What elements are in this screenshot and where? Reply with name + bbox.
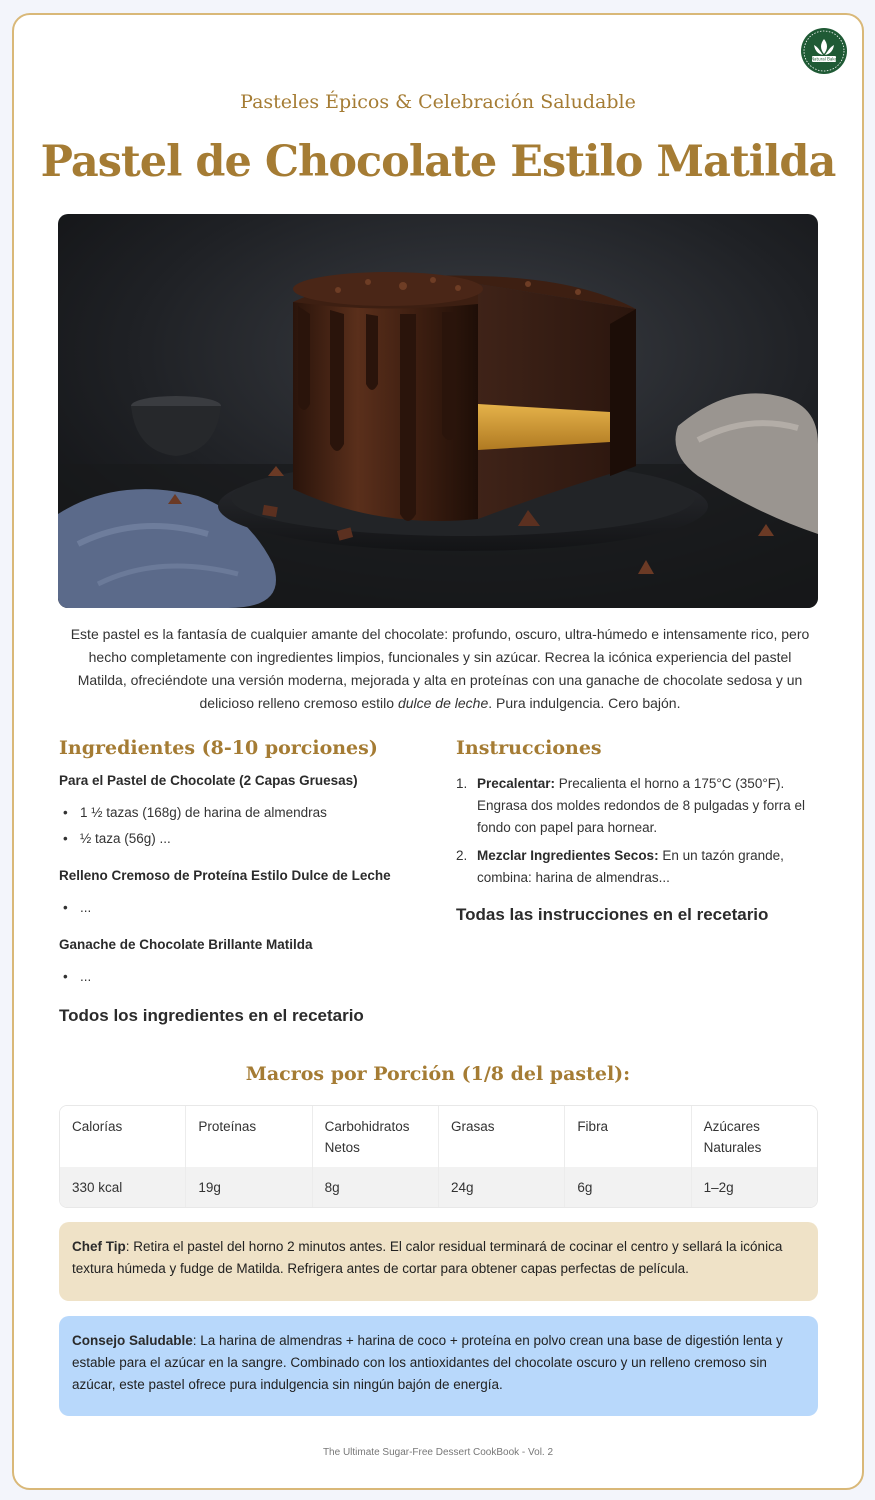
chef-tip-label: Chef Tip: [72, 1239, 126, 1254]
intro-text: Este pastel es la fantasía de cualquier amante del chocolate: profundo, oscuro, ultra-húmedo e intensamente rico, pero hecho completamente con ingredientes limpios, funcionales y sin azúcar. Recrea la icónica experiencia del pastel Matilda, ofreciéndote una versión moderna, mejorada y alta en proteínas con una ganache de chocolate sedosa y un delicioso relleno cremoso estilo: [70, 626, 810, 711]
step-number: 2.: [456, 848, 468, 863]
ingredient-group-title: Ganache de Chocolate Brillante Matilda: [59, 937, 313, 952]
step-item: [456, 773, 826, 839]
ingredient-list: [59, 895, 429, 921]
ingredient-group-title: Relleno Cremoso de Proteína Estilo Dulce de Leche: [59, 868, 391, 883]
all-instructions-link: Todas las instrucciones en el recetario: [456, 905, 769, 924]
macros-value-cell: 1–2g: [692, 1167, 817, 1207]
macros-heading: Macros por Porción (1/8 del pastel):: [245, 1063, 631, 1085]
health-tip-label: Consejo Saludable: [72, 1333, 193, 1348]
chef-tip-text: : Retira el pastel del horno 2 minutos antes. El calor residual terminará de cocinar el centro y sellará la icónica textura húmeda y fudge de Matilda. Refrigera antes de cortar para obtener capas perfectas de película.: [72, 1239, 783, 1276]
macros-value-cell: 19g: [186, 1167, 312, 1207]
step-text: Precalienta el horno a 175°C (350°F). Engrasa dos moldes redondos de 8 pulgadas y forra el fondo con papel para hornear.: [477, 776, 805, 835]
step-item: [456, 845, 826, 889]
intro-italic: dulce de leche: [397, 695, 489, 711]
steps-list: [456, 773, 826, 889]
all-ingredients-link: Todos los ingredientes en el recetario: [59, 1006, 364, 1025]
list-item: • 1 ½ tazas (168g) de harina de almendras: [59, 800, 429, 826]
macros-value-cell: 6g: [565, 1167, 691, 1207]
macros-value-cell: 24g: [439, 1167, 565, 1207]
cake-photo: [58, 214, 818, 608]
chef-tip-box: [59, 1222, 818, 1301]
macros-value-row: [60, 1167, 817, 1207]
macros-header-cell: Azúcares Naturales: [692, 1106, 817, 1167]
recipe-page: [12, 13, 864, 1490]
ingredient-list: [59, 800, 429, 852]
step-label: Mezclar Ingredientes Secos:: [477, 848, 659, 863]
macros-value-cell: 330 kcal: [60, 1167, 186, 1207]
ingredients-section: [59, 737, 429, 1026]
macros-header-cell: Carbohidratos Netos: [313, 1106, 439, 1167]
instructions-section: [456, 737, 826, 925]
list-item: • ½ taza (56g) ...: [59, 826, 429, 852]
health-tip-box: [59, 1316, 818, 1416]
step-label: Precalentar:: [477, 776, 556, 791]
page-subtitle: Pasteles Épicos & Celebración Saludable: [240, 91, 636, 113]
health-tip-text: : La harina de almendras + harina de coco + proteína en polvo crean una base de digestión lenta y estable para el azúcar en la sangre. Combinado con los antioxidantes del chocolate oscuro y un relleno cremoso sin azúcar, este pastel ofrece pura indulgencia sin ningún bajón de energía.: [72, 1333, 783, 1392]
macros-header-cell: Proteínas: [186, 1106, 312, 1167]
ingredient-group-title: Para el Pastel de Chocolate (2 Capas Gruesas): [59, 773, 358, 788]
list-item: • ...: [59, 895, 429, 921]
page-title: Pastel de Chocolate Estilo Matilda: [40, 137, 836, 187]
page-footer: The Ultimate Sugar-Free Dessert CookBook - Vol. 2: [322, 1447, 554, 1458]
step-text: En un tazón grande, combina: harina de almendras...: [477, 848, 784, 885]
svg-text:Natural Bake: Natural Bake: [811, 56, 837, 62]
intro-paragraph: [66, 623, 814, 715]
macros-header-cell: Calorías: [60, 1106, 186, 1167]
macros-header-row: [60, 1106, 817, 1167]
list-item: • ...: [59, 964, 429, 990]
instructions-heading: Instrucciones: [456, 737, 602, 759]
ingredients-heading: Ingredientes (8-10 porciones): [59, 737, 378, 759]
step-number: 1.: [456, 776, 468, 791]
macros-header-cell: Fibra: [565, 1106, 691, 1167]
intro-text-end: . Pura indulgencia. Cero bajón.: [488, 695, 681, 711]
macros-table: [59, 1105, 818, 1208]
brand-logo: [800, 27, 848, 75]
macros-header-cell: Grasas: [439, 1106, 565, 1167]
ingredient-list: [59, 964, 429, 990]
macros-value-cell: 8g: [313, 1167, 439, 1207]
